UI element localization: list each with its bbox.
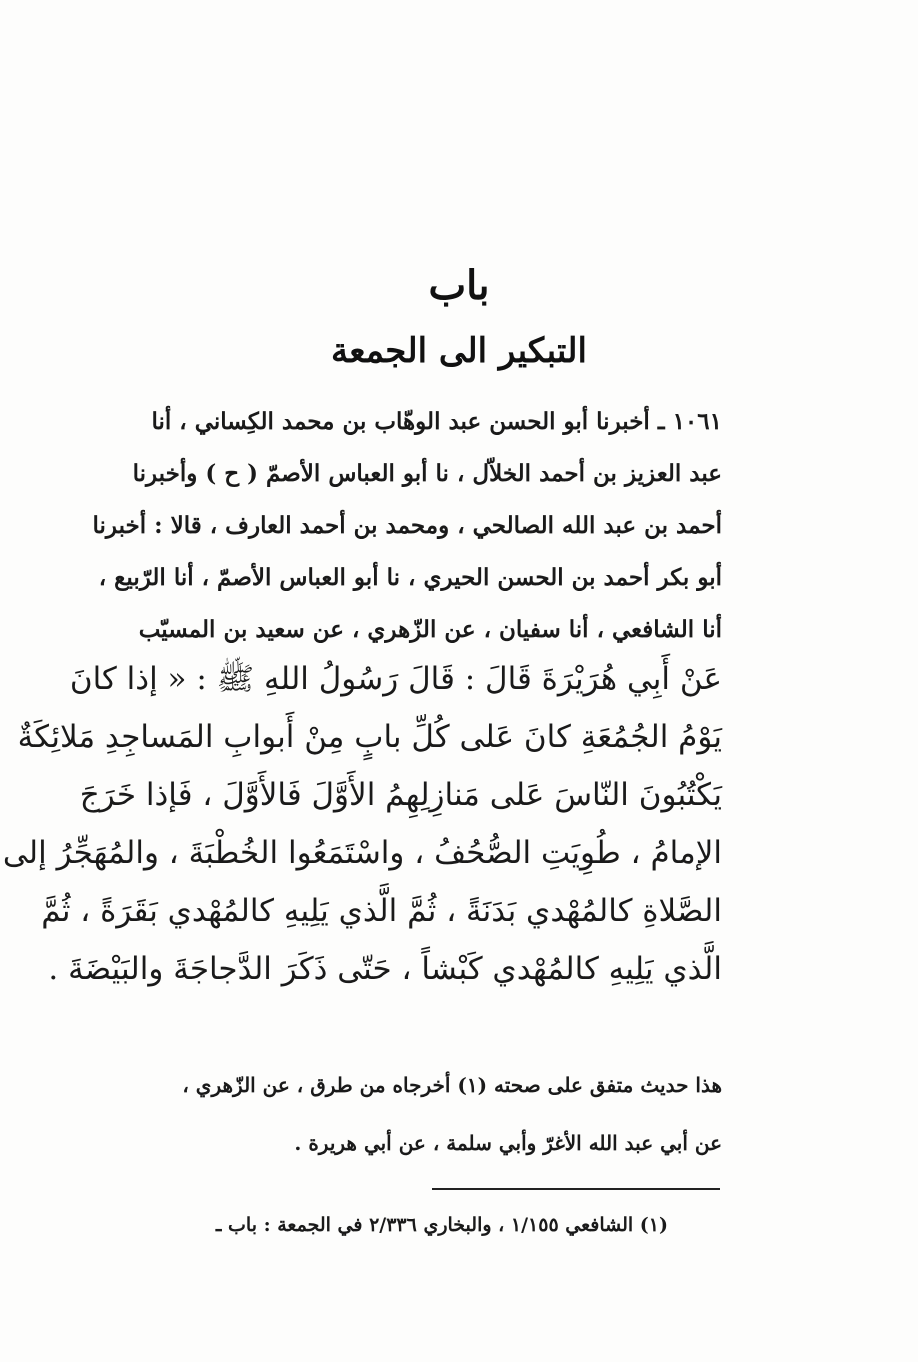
hadith-line: يَكْتُبُونَ النّاسَ عَلى مَنازِلِهِمُ الأَوَّلَ فَالأَوَّلَ ، فَإذا خَرَجَ [79,777,722,813]
hadith-text [2,650,722,998]
hadith-line: عَنْ أَبِي هُرَيْرَةَ قَالَ : قَالَ رَسُولُ اللهِ ﷺ : « إذا كانَ [69,661,722,697]
footnote: (١) الشافعي ١/١٥٥ ، والبخاري ٢/٣٣٦ في الجمعة : باب ـ [215,1214,668,1236]
isnad-line: أنا الشافعي ، أنا سفيان ، عن الزّهري ، عن سعيد بن المسيّب [138,616,722,643]
isnad-line: ١٠٦١ ـ أخبرنا أبو الحسن عبد الوهّاب بن محمد الكِساني ، أنا [151,408,722,435]
isnad-line: أحمد بن عبد الله الصالحي ، ومحمد بن أحمد العارف ، قالا : أخبرنا [92,512,722,539]
hadith-line: الإمامُ ، طُوِيَتِ الصُّحُفُ ، واسْتَمَعُوا الخُطْبَةَ ، والمُهَجِّرُ إلى [2,835,722,871]
commentary-line: عن أبي عبد الله الأغرّ وأبي سلمة ، عن أبي هريرة . [294,1131,722,1155]
hadith-line: الصَّلاةِ كالمُهْدي بَدَنَةً ، ثُمَّ الَّذي يَلِيهِ كالمُهْدي بَقَرَةً ، ثُمَّ [41,893,722,929]
footnote-divider [432,1188,720,1190]
isnad-paragraph [60,396,722,656]
chapter-subtitle: التبكير الى الجمعة [331,331,587,371]
hadith-line: الَّذي يَلِيهِ كالمُهْدي كَبْشاً ، حَتّى ذَكَرَ الدَّجاجَةَ والبَيْضَةَ . [48,951,722,987]
chapter-title: باب [428,262,490,309]
commentary-paragraph [70,1056,722,1172]
isnad-line: أبو بكر أحمد بن الحسن الحيري ، نا أبو العباس الأصمّ ، أنا الرّبيع ، [98,564,722,591]
hadith-line: يَوْمُ الجُمُعَةِ كانَ عَلى كُلِّ بابٍ مِنْ أَبوابِ المَساجِدِ مَلائِكَةٌ [17,719,722,755]
isnad-line: عبد العزيز بن أحمد الخلاّل ، نا أبو العباس الأصمّ ( ح ) وأخبرنا [132,460,722,487]
commentary-line: هذا حديث متفق على صحته (١) أخرجاه من طرق ، عن الزّهري ، [182,1073,722,1097]
